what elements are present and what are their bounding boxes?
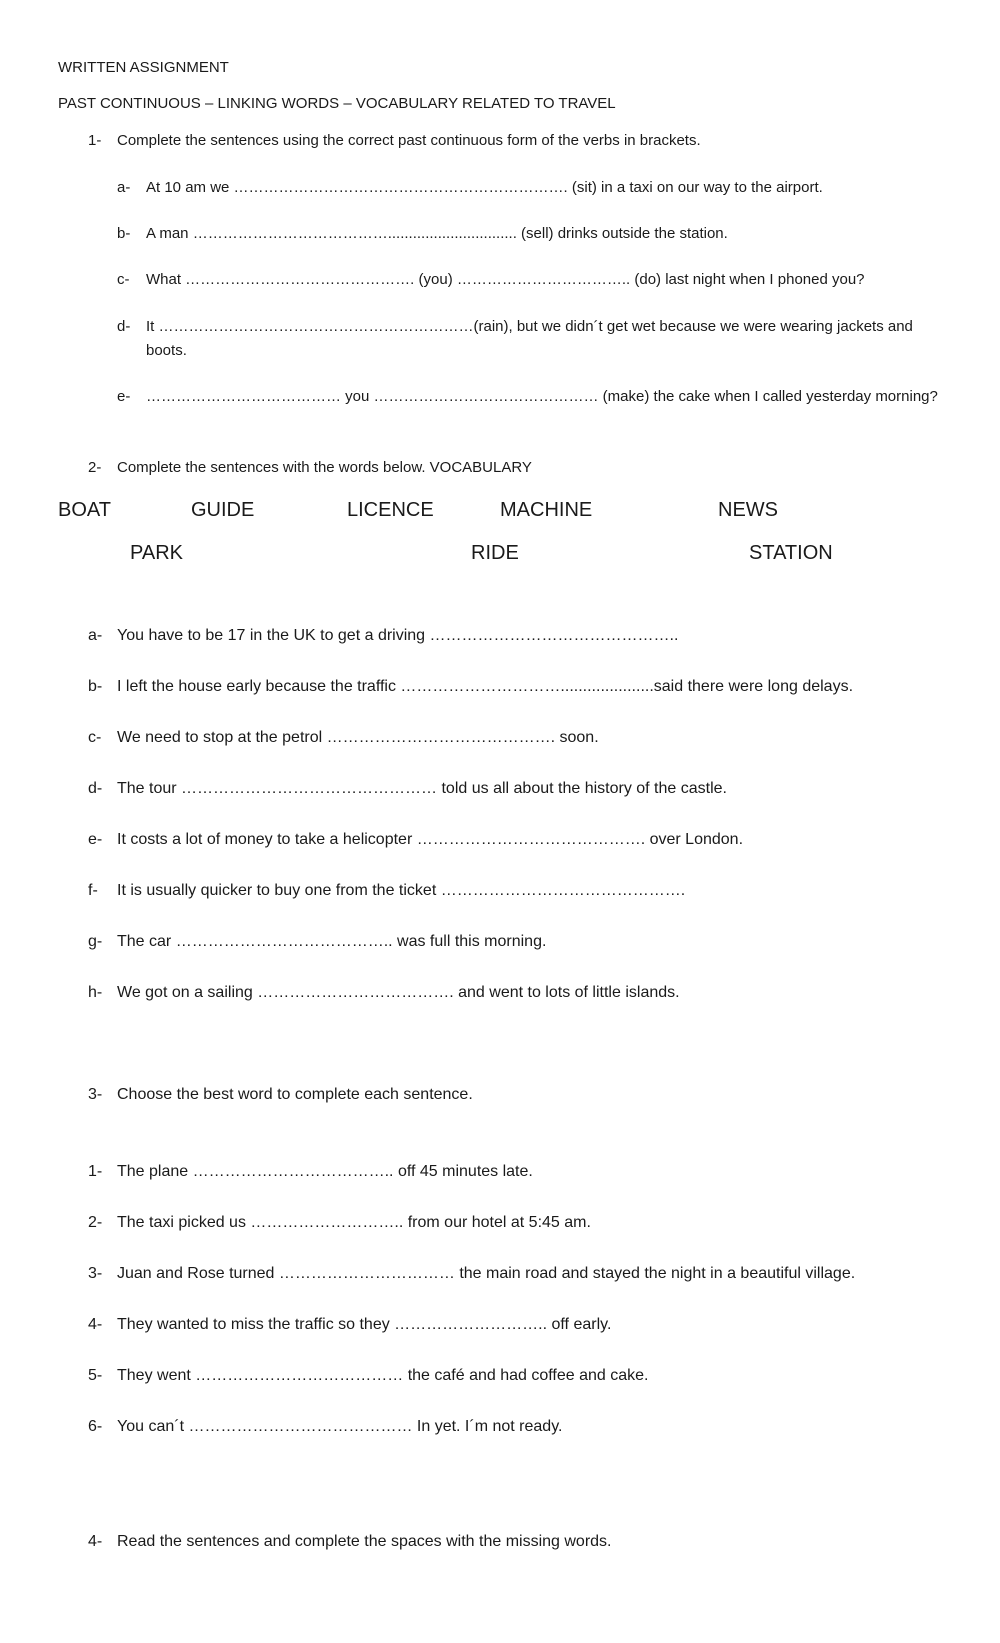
- item-text: They wanted to miss the traffic so they ……………………….. off early.: [117, 1316, 612, 1333]
- worksheet-subtitle: PAST CONTINUOUS – LINKING WORDS – VOCABULARY RELATED TO TRAVEL: [58, 95, 616, 112]
- item-number: 6-: [88, 1418, 103, 1435]
- item-text: It ………………………………………………………(rain), but we didn´t get wet because we were wearing jackets and: [146, 318, 913, 335]
- vocab-word-boat: BOAT: [58, 499, 111, 521]
- item-number: 1-: [88, 1163, 103, 1180]
- vocab-word-station: STATION: [749, 542, 833, 564]
- item-number: 2-: [88, 1214, 103, 1231]
- vocab-word-guide: GUIDE: [191, 499, 255, 521]
- item-number: 5-: [88, 1367, 103, 1384]
- item-text: The taxi picked us ……………………….. from our hotel at 5:45 am.: [117, 1214, 591, 1231]
- section-2-number: 2-: [88, 459, 102, 476]
- item-text: We need to stop at the petrol ……………………………………. soon.: [117, 729, 599, 746]
- section-4-number: 4-: [88, 1533, 103, 1550]
- item-text: It is usually quicker to buy one from the ticket ……………………………………….: [117, 882, 686, 899]
- item-number: 3-: [88, 1265, 103, 1282]
- item-text: The plane ……………………………….. off 45 minutes late.: [117, 1163, 533, 1180]
- item-text: The car ………………………………….. was full this morning.: [117, 933, 547, 950]
- item-text: The tour ………………………………………… told us all about the history of the castle.: [117, 780, 727, 797]
- item-letter: c-: [117, 271, 130, 288]
- item-number: 4-: [88, 1316, 103, 1333]
- item-letter: f-: [88, 882, 98, 899]
- item-letter: c-: [88, 729, 102, 746]
- item-text: ………………………………… you ……………………………………… (make) the cake when I called yesterday morning?: [146, 388, 938, 405]
- item-text: I left the house early because the traffic ………………………….....................said there were long delays.: [117, 678, 854, 695]
- vocab-word-licence: LICENCE: [347, 499, 434, 521]
- vocab-word-machine: MACHINE: [500, 499, 593, 521]
- section-3-number: 3-: [88, 1086, 103, 1103]
- item-text: We got on a sailing ………………………………. and went to lots of little islands.: [117, 984, 680, 1001]
- worksheet-title: WRITTEN ASSIGNMENT: [58, 59, 229, 76]
- item-letter: e-: [88, 831, 103, 848]
- section-1-number: 1-: [88, 132, 102, 149]
- section-1-instruction: Complete the sentences using the correct past continuous form of the verbs in brackets.: [117, 132, 701, 149]
- vocab-word-ride: RIDE: [471, 542, 519, 564]
- item-text: What ………………………………………. (you) …………………………….. (do) last night when I phoned you?: [146, 271, 865, 288]
- item-letter: d-: [117, 318, 131, 335]
- item-letter: b-: [88, 678, 103, 695]
- item-letter: a-: [117, 179, 131, 196]
- item-letter: g-: [88, 933, 103, 950]
- section-3-instruction: Choose the best word to complete each sentence.: [117, 1086, 473, 1103]
- item-text: At 10 am we …………………………………………………………. (sit) in a taxi on our way to the airport.: [146, 179, 823, 196]
- item-letter: b-: [117, 225, 131, 242]
- item-text: You have to be 17 in the UK to get a driving ………………………………………..: [117, 627, 679, 644]
- item-letter: d-: [88, 780, 103, 797]
- item-text: It costs a lot of money to take a helicopter ……………………………………. over London.: [117, 831, 744, 848]
- vocab-word-park: PARK: [130, 542, 183, 564]
- item-letter: h-: [88, 984, 103, 1001]
- item-text: You can´t …………………………………… In yet. I´m not ready.: [117, 1418, 563, 1435]
- section-4-instruction: Read the sentences and complete the spaces with the missing words.: [117, 1533, 612, 1550]
- item-text: They went ………………………………… the café and had coffee and cake.: [117, 1367, 649, 1384]
- item-letter: e-: [117, 388, 131, 405]
- section-2-instruction: Complete the sentences with the words below. VOCABULARY: [117, 459, 532, 476]
- item-letter: a-: [88, 627, 103, 644]
- vocab-word-news: NEWS: [718, 499, 778, 521]
- item-text: A man …………………………………............................... (sell) drinks outside the station.: [146, 225, 728, 242]
- item-text-continued: boots.: [146, 342, 187, 359]
- item-text: Juan and Rose turned …………………………… the main road and stayed the night in a beautiful village.: [117, 1265, 856, 1282]
